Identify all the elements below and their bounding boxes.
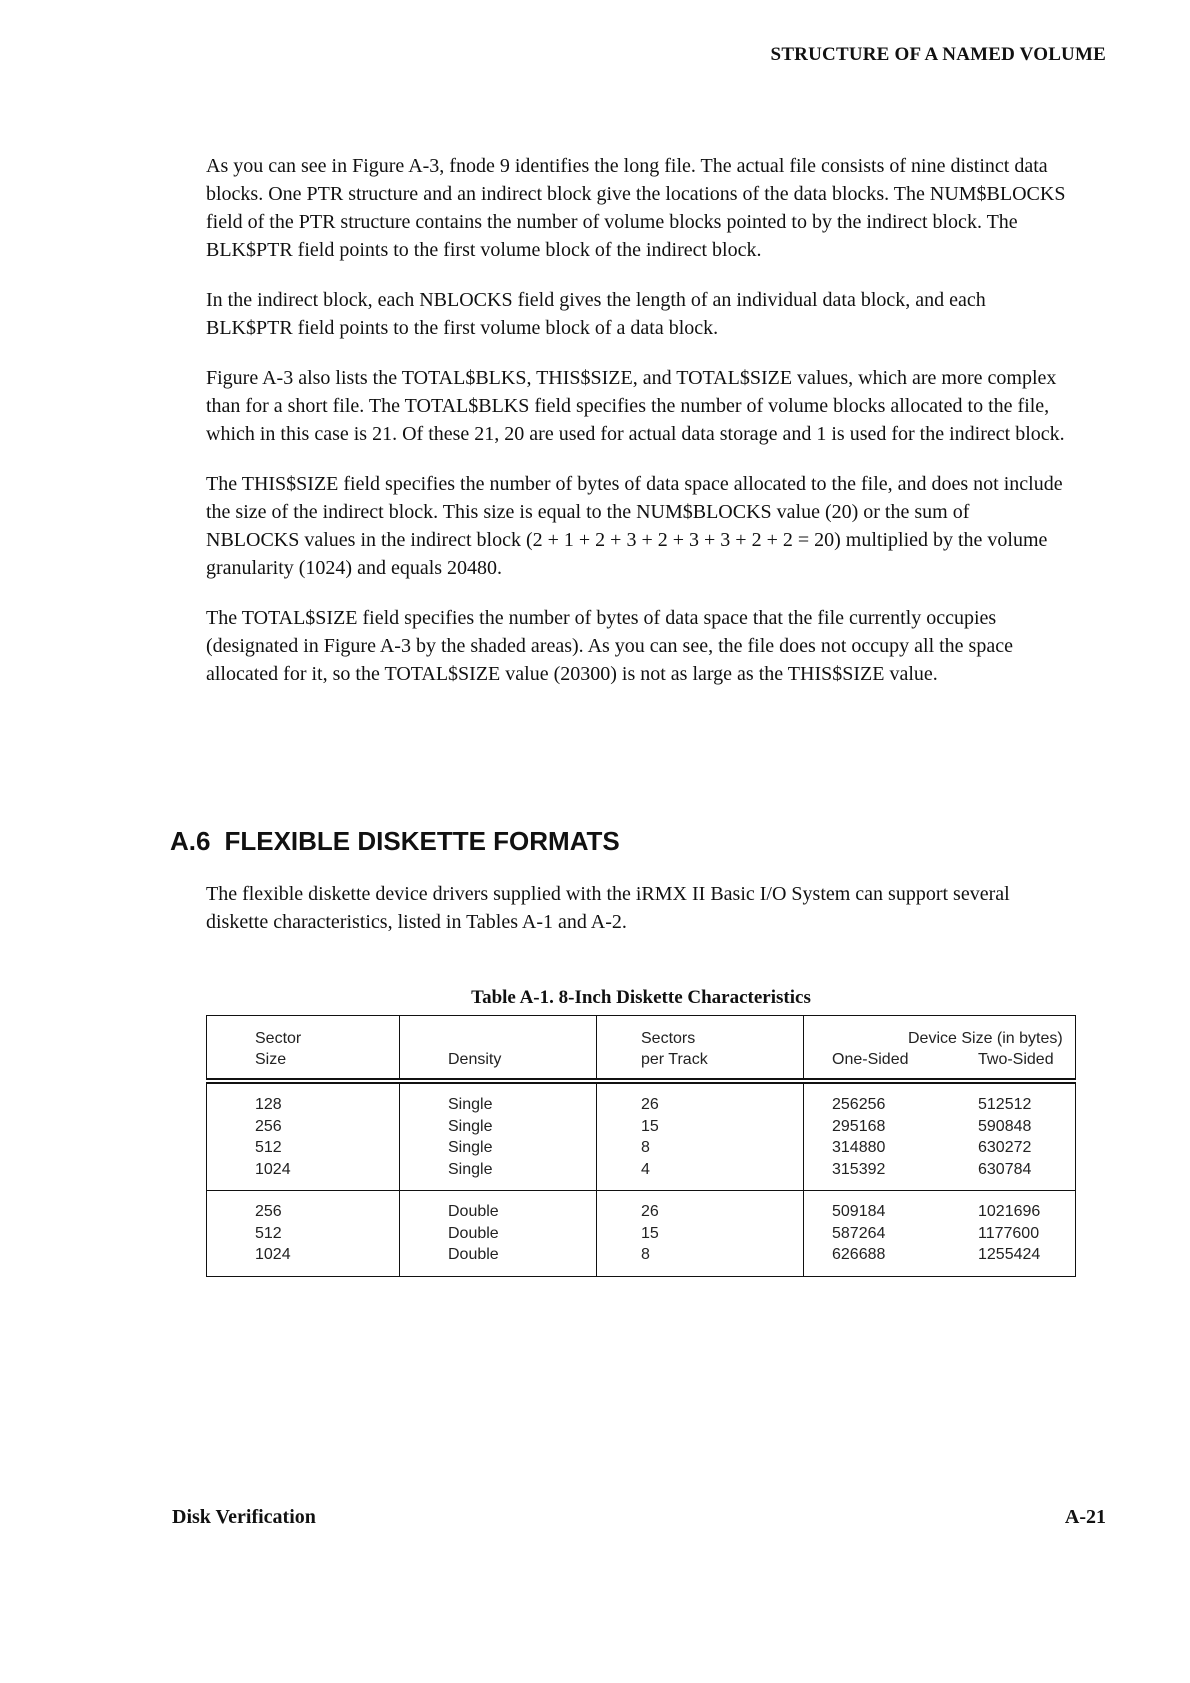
table-row: 512 Double 15 587264 1177600 bbox=[207, 1223, 1076, 1245]
section-number: A.6 bbox=[170, 826, 211, 856]
section-heading bbox=[170, 826, 620, 857]
col-one-sided: One-Sided bbox=[832, 1051, 909, 1068]
paragraph: As you can see in Figure A-3, fnode 9 identifies the long file. The actual file consists of nine distinct data blocks. One PTR structure and an indirect block give the locations of the data blocks. The NUM$BLOCKS field of the PTR structure contains the number of volume blocks pointed to by the indirect block. The BLK$PTR field points to the first volume block of the indirect block. bbox=[206, 155, 1066, 261]
footer-manual-title: Disk Verification bbox=[172, 1506, 316, 1528]
page-number: A-21 bbox=[1064, 1506, 1106, 1528]
single-density-group bbox=[207, 1081, 1076, 1191]
table-row: 128 Single 26 256256 512512 bbox=[207, 1081, 1076, 1116]
table-row: 256 Single 15 295168 590848 bbox=[207, 1116, 1076, 1138]
running-header: STRUCTURE OF A NAMED VOLUME bbox=[770, 44, 1106, 65]
section-title: FLEXIBLE DISKETTE FORMATS bbox=[224, 826, 620, 856]
diskette-characteristics-table bbox=[206, 1015, 1076, 1277]
col-two-sided: Two-Sided bbox=[978, 1051, 1054, 1068]
table-row: 512 Single 8 314880 630272 bbox=[207, 1137, 1076, 1159]
table-row: 1024 Double 8 626688 1255424 bbox=[207, 1244, 1076, 1276]
col-sector-size: Sector Size bbox=[207, 1016, 400, 1082]
table-row: 1024 Single 4 315392 630784 bbox=[207, 1159, 1076, 1191]
paragraph: In the indirect block, each NBLOCKS field gives the length of an individual data block, and each BLK$PTR field points to the first volume block of a data block. bbox=[206, 289, 986, 339]
double-density-group bbox=[207, 1191, 1076, 1277]
body-text bbox=[206, 152, 1066, 710]
table-title: Table A-1. 8-Inch Diskette Characteristics bbox=[471, 987, 811, 1008]
table-header-row bbox=[207, 1016, 1076, 1082]
section-intro: The flexible diskette device drivers supplied with the iRMX II Basic I/O System can support several diskette characteristics, listed in Tables A-1 and A-2. bbox=[206, 883, 1010, 933]
col-device-size: Device Size (in bytes) One-Sided Two-Sided bbox=[804, 1016, 1076, 1082]
paragraph: Figure A-3 also lists the TOTAL$BLKS, THIS$SIZE, and TOTAL$SIZE values, which are more complex than for a short file. The TOTAL$BLKS field specifies the number of volume blocks allocated to the file, which in this case is 21. Of these 21, 20 are used for actual data storage and 1 is used for the indirect block. bbox=[206, 367, 1065, 445]
paragraph: The TOTAL$SIZE field specifies the number of bytes of data space that the file currently occupies (designated in Figure A-3 by the shaded areas). As you can see, the file does not occupy all the space allocated for it, so the TOTAL$SIZE value (20300) is not as large as the THIS$SIZE value. bbox=[206, 607, 1013, 685]
col-sectors-per-track: Sectors per Track bbox=[597, 1016, 804, 1082]
paragraph: The THIS$SIZE field specifies the number of bytes of data space allocated to the file, and does not include the size of the indirect block. This size is equal to the NUM$BLOCKS value (20) or the sum of NBLOCKS values in the indirect block (2 + 1 + 2 + 3 + 2 + 3 + 3 + 2 + 2 = 20) multiplied by the volume granularity (1024) and equals 20480. bbox=[206, 473, 1063, 579]
table-row: 256 Double 26 509184 1021696 bbox=[207, 1191, 1076, 1223]
col-density: Density bbox=[400, 1016, 597, 1082]
